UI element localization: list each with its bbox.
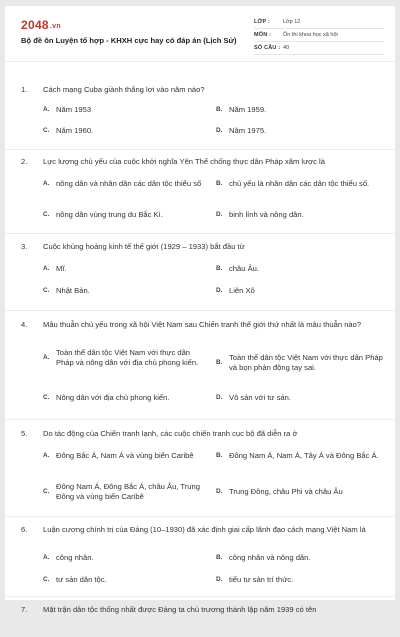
question-stem [21, 319, 381, 330]
question-stem [21, 604, 381, 615]
question-text: Lực lượng chủ yếu của cuộc khởi nghĩa Yên Thế chống thực dân Pháp xâm lược là [43, 157, 325, 166]
site-logo[interactable]: 2048.vn [21, 18, 61, 32]
option-text: Toàn thể dân tộc Việt Nam với thực dân Pháp và nông dân với địa chủ phong kiến. [56, 348, 199, 367]
option-text: Đông Nam Á, Nam Á, Tây Á và Đông Bắc Á. [229, 451, 379, 460]
option-text: công nhân. [56, 553, 94, 562]
question-list [5, 62, 395, 637]
question-number: 2. [21, 157, 28, 166]
option-text: nông dân và nhân dân các dân tộc thiểu số [56, 179, 202, 188]
option-letter: C. [43, 488, 50, 495]
exam-meta [254, 16, 384, 55]
option-letter: A. [43, 180, 50, 187]
option-text: Đông Nam Á, Đông Bắc Á, châu Âu, Trung Đông và vùng biển Caribê [56, 482, 200, 501]
option-c[interactable] [43, 286, 203, 296]
option-text: Toàn thể dân tộc Việt Nam với thực dân Pháp và bọn phản động tay sai. [229, 353, 383, 372]
option-text: Mĩ. [56, 264, 67, 273]
option-d[interactable] [216, 575, 384, 585]
question-1 [5, 62, 395, 150]
question-number: 4. [21, 320, 28, 329]
option-letter: B. [216, 359, 223, 366]
question-6 [5, 517, 395, 597]
question-text: Cuộc khủng hoảng kinh tế thế giới (1929 – 1933) bắt đầu từ [43, 242, 245, 251]
option-text: Năm 1959. [229, 105, 267, 114]
option-letter: D. [216, 287, 223, 294]
option-b[interactable] [216, 264, 384, 274]
option-text: châu Âu. [229, 264, 259, 273]
option-a[interactable] [43, 348, 203, 368]
question-3 [5, 234, 395, 311]
option-letter: C. [43, 211, 50, 218]
question-7 [5, 597, 395, 637]
option-a[interactable] [43, 451, 203, 461]
option-text: công nhân và nông dân. [229, 553, 311, 562]
question-number: 6. [21, 525, 28, 534]
option-letter: C. [43, 287, 50, 294]
option-letter: B. [216, 106, 223, 113]
option-letter: B. [216, 452, 223, 459]
option-letter: B. [216, 180, 223, 187]
option-text: chủ yếu là nhân dân các dân tộc thiểu số. [229, 179, 370, 188]
option-letter: A. [43, 106, 50, 113]
question-number: 5. [21, 429, 28, 438]
question-text: Do tác động của Chiến tranh lạnh, các cuộc chiến tranh cục bộ đã diễn ra ở [43, 429, 298, 438]
meta-value: Lớp 12 [283, 19, 301, 25]
meta-value: Ôn thi khoa học xã hội [283, 32, 338, 38]
option-text: Liên Xô [229, 286, 255, 295]
option-text: Năm 1960. [56, 126, 94, 135]
option-letter: B. [216, 554, 223, 561]
option-b[interactable] [216, 179, 384, 189]
meta-row-subject [254, 29, 384, 42]
option-letter: A. [43, 554, 50, 561]
question-4 [5, 311, 395, 420]
meta-label: LỚP : [254, 19, 270, 25]
option-letter: D. [216, 576, 223, 583]
option-c[interactable] [43, 482, 203, 502]
question-stem [21, 84, 381, 95]
option-letter: D. [216, 394, 223, 401]
option-text: Nông dân với địa chủ phong kiến. [56, 393, 170, 402]
question-stem [21, 428, 381, 439]
option-a[interactable] [43, 179, 203, 189]
option-a[interactable] [43, 553, 203, 563]
option-d[interactable] [216, 126, 384, 136]
option-letter: D. [216, 211, 223, 218]
option-letter: D. [216, 488, 223, 495]
option-letter: C. [43, 394, 50, 401]
option-d[interactable] [216, 487, 384, 497]
option-text: binh lính và nông dân. [229, 210, 304, 219]
meta-row-class [254, 16, 384, 29]
meta-label: MÔN : [254, 32, 272, 38]
option-a[interactable] [43, 105, 203, 115]
option-letter: A. [43, 452, 50, 459]
option-letter: A. [43, 354, 50, 361]
option-d[interactable] [216, 393, 384, 403]
question-stem [21, 524, 381, 535]
option-text: Năm 1953 [56, 105, 92, 114]
exam-title: Bộ đề ôn Luyện tổ hợp - KHXH cực hay có đáp án (Lịch Sử) [21, 36, 237, 45]
question-text: Luận cương chính trị của Đảng (10–1930) đã xác định giai cấp lãnh đạo cách mạng Việt Nam là [43, 525, 366, 534]
option-text: nông dân vùng trung du Bắc Kì. [56, 210, 163, 219]
option-d[interactable] [216, 210, 384, 220]
question-number: 7. [21, 605, 28, 614]
question-number: 1. [21, 85, 28, 94]
question-text: Mặt trận dân tộc thống nhất được Đảng ta chủ trương thành lập năm 1939 có tên [43, 605, 317, 614]
meta-label: SỐ CÂU : [254, 45, 281, 51]
option-c[interactable] [43, 126, 203, 136]
option-text: tiểu tư sản trí thức. [229, 575, 294, 584]
option-b[interactable] [216, 553, 384, 563]
option-text: tư sản dân tộc. [56, 575, 107, 584]
option-c[interactable] [43, 575, 203, 585]
option-text: Đông Bắc Á, Nam Á và vùng biển Caribê [56, 451, 194, 460]
option-letter: A. [43, 265, 50, 272]
option-a[interactable] [43, 264, 203, 274]
meta-value: 40 [283, 45, 290, 51]
option-b[interactable] [216, 105, 384, 115]
question-stem [21, 156, 381, 167]
question-stem [21, 241, 381, 252]
option-c[interactable] [43, 393, 203, 403]
option-letter: D. [216, 127, 223, 134]
option-text: Nhật Bản. [56, 286, 90, 295]
option-letter: B. [216, 265, 223, 272]
option-d[interactable] [216, 286, 384, 296]
question-5 [5, 420, 395, 517]
option-text: Vô sản với tư sản. [229, 393, 291, 402]
question-2 [5, 150, 395, 234]
option-letter: C. [43, 127, 50, 134]
exam-header [5, 6, 395, 62]
question-number: 3. [21, 242, 28, 251]
option-b[interactable] [216, 353, 384, 373]
option-b[interactable] [216, 451, 384, 461]
exam-page [5, 6, 395, 614]
option-text: Năm 1975. [229, 126, 267, 135]
option-letter: C. [43, 576, 50, 583]
question-text: Cách mạng Cuba giành thắng lợi vào năm nào? [43, 85, 205, 94]
option-text: Trung Đông, châu Phi và châu Âu [229, 487, 343, 496]
question-text: Mâu thuẫn chủ yếu trong xã hội Việt Nam sau Chiến tranh thế giới thứ nhất là mâu thuẫn nào? [43, 320, 362, 329]
option-c[interactable] [43, 210, 203, 220]
meta-row-count [254, 42, 384, 55]
